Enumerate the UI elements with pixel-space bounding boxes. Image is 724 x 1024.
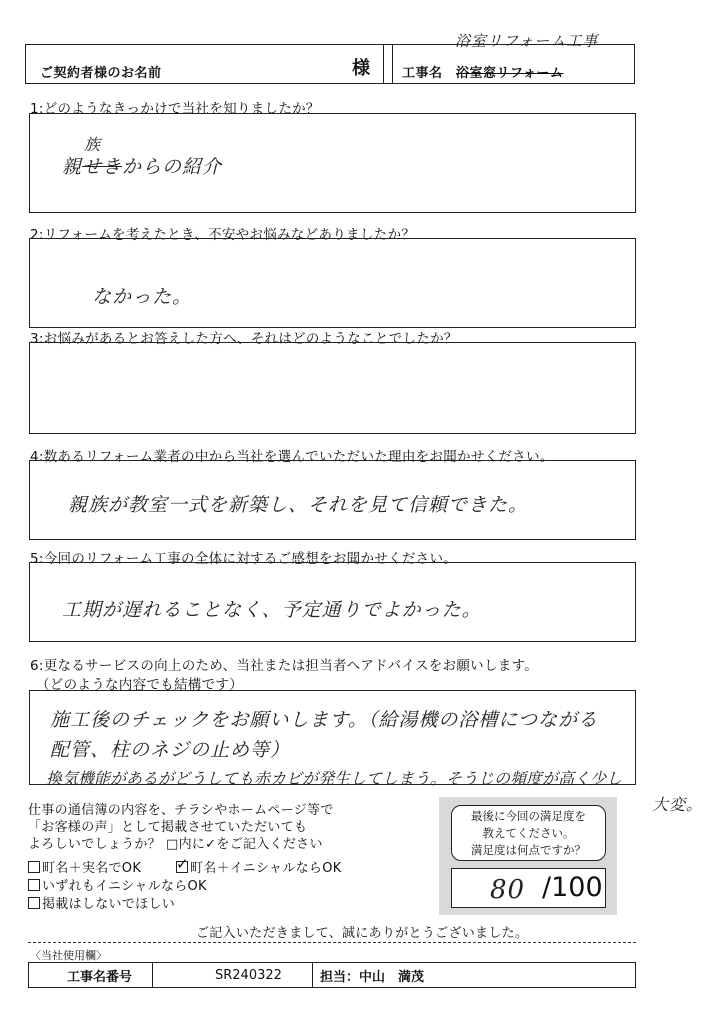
header-divider-2 [392, 44, 393, 84]
consent-line-1: 仕事の通信簿の内容を、チラシやホームページ等で [28, 803, 334, 818]
consent-line-3: よろしいでしょうか？ [28, 837, 162, 852]
satisfaction-q-line-2: 教えてください。 [482, 826, 575, 840]
consent-option-4-label: 掲載はしないでほしい [42, 897, 176, 912]
q6-answer-line-4: 大変。 [652, 795, 704, 814]
q1-answer [62, 152, 222, 179]
q6-label: 6:更なるサービスの向上のため、当社または担当者へアドバイスをお願いします。 [30, 658, 539, 674]
office-staff-name: 中山 満茂 [359, 969, 425, 985]
consent-checkbox-2[interactable] [176, 855, 189, 873]
consent-checkbox-1[interactable] [28, 861, 40, 873]
consent-instruction: □内に✓をご記入ください [166, 837, 323, 852]
q1-answer-prefix: 親 [62, 156, 83, 178]
office-section-label: 〈当社使用欄〉 [30, 949, 107, 962]
office-divider-2 [312, 963, 313, 987]
q1-answer-insert: 族 [84, 135, 102, 154]
office-number-value: SR240322 [215, 967, 282, 983]
thanks-message: ご記入いただきまして、誠にありがとうございました。 [196, 926, 529, 941]
office-staff-label: 担当： [320, 969, 360, 985]
q2-answer: なかった。 [92, 286, 193, 308]
satisfaction-max: /100 [542, 872, 603, 903]
q1-label: 1:どのようなきっかけで当社を知りましたか？ [30, 101, 320, 117]
checkmark-icon: ✓ [176, 855, 189, 873]
consent-option-1[interactable] [28, 857, 141, 876]
q3-label: 3:お悩みがあるとお答えした方へ、それはどのようなことでしたか？ [30, 331, 458, 347]
office-number-label: 工事名番号 [67, 969, 133, 985]
consent-option-2[interactable] [176, 857, 342, 876]
satisfaction-q-line-1: 最後に今回の満足度を [471, 809, 586, 823]
consent-option-3-label: いずれもイニシャルならOK [42, 879, 207, 894]
cut-line [28, 942, 636, 943]
q3-answer-box [29, 342, 636, 434]
office-divider-1 [152, 963, 153, 987]
sama-label: 様 [352, 58, 370, 79]
q2-label: 2:リフォームを考えたとき、不安やお悩みなどありましたか？ [30, 227, 416, 243]
q6-answer-line-2: 配管、柱のネジの止め等） [50, 739, 291, 761]
q4-answer: 親族が教室一式を新築し、それを見て信頼できた。 [68, 494, 529, 516]
project-name-label: 工事名 [402, 66, 443, 81]
consent-option-2-label: 町名＋イニシャルならOK [190, 861, 342, 876]
project-name-handwritten: 浴室リフォーム工事 [455, 32, 599, 50]
q1-answer-struck: せき [82, 156, 123, 178]
consent-checkbox-4[interactable] [28, 897, 40, 909]
office-row [28, 962, 636, 988]
project-name-printed: 浴室窓リフォーム [456, 66, 564, 81]
satisfaction-score-box[interactable] [451, 868, 606, 908]
q6-answer-line-1: 施工後のチェックをお願いします。（給湯機の浴槽につながる [50, 709, 599, 731]
header-divider-1 [383, 44, 384, 84]
consent-option-1-label: 町名＋実名でOK [42, 861, 142, 876]
consent-option-3[interactable] [28, 875, 207, 894]
satisfaction-question-box [451, 805, 606, 861]
customer-name-label: ご契約者様のお名前 [40, 66, 162, 81]
q4-label: 4:数あるリフォーム業者の中から当社を選んでいただいた理由をお聞かせください。 [30, 449, 554, 465]
office-staff [320, 963, 424, 987]
consent-line-2: 「お客様の声」として掲載させていただいても [28, 820, 308, 835]
consent-checkbox-3[interactable] [28, 879, 40, 891]
satisfaction-q-line-3: 満足度は何点ですか？ [471, 843, 586, 857]
q6-sublabel: （どのような内容でも結構です） [36, 677, 243, 693]
q5-answer: 工期が遅れることなく、予定通りでよかった。 [62, 599, 482, 621]
q1-answer-rest: からの紹介 [122, 156, 223, 178]
consent-option-4[interactable] [28, 893, 175, 912]
q6-answer-line-3: 換気機能があるがどうしても赤カビが発生してしまう。そうじの頻度が高く少し [46, 769, 623, 788]
q5-label: 5:今回のリフォーム工事の全体に対するご感想をお聞かせください。 [30, 551, 458, 567]
satisfaction-score: 80 [490, 875, 526, 905]
